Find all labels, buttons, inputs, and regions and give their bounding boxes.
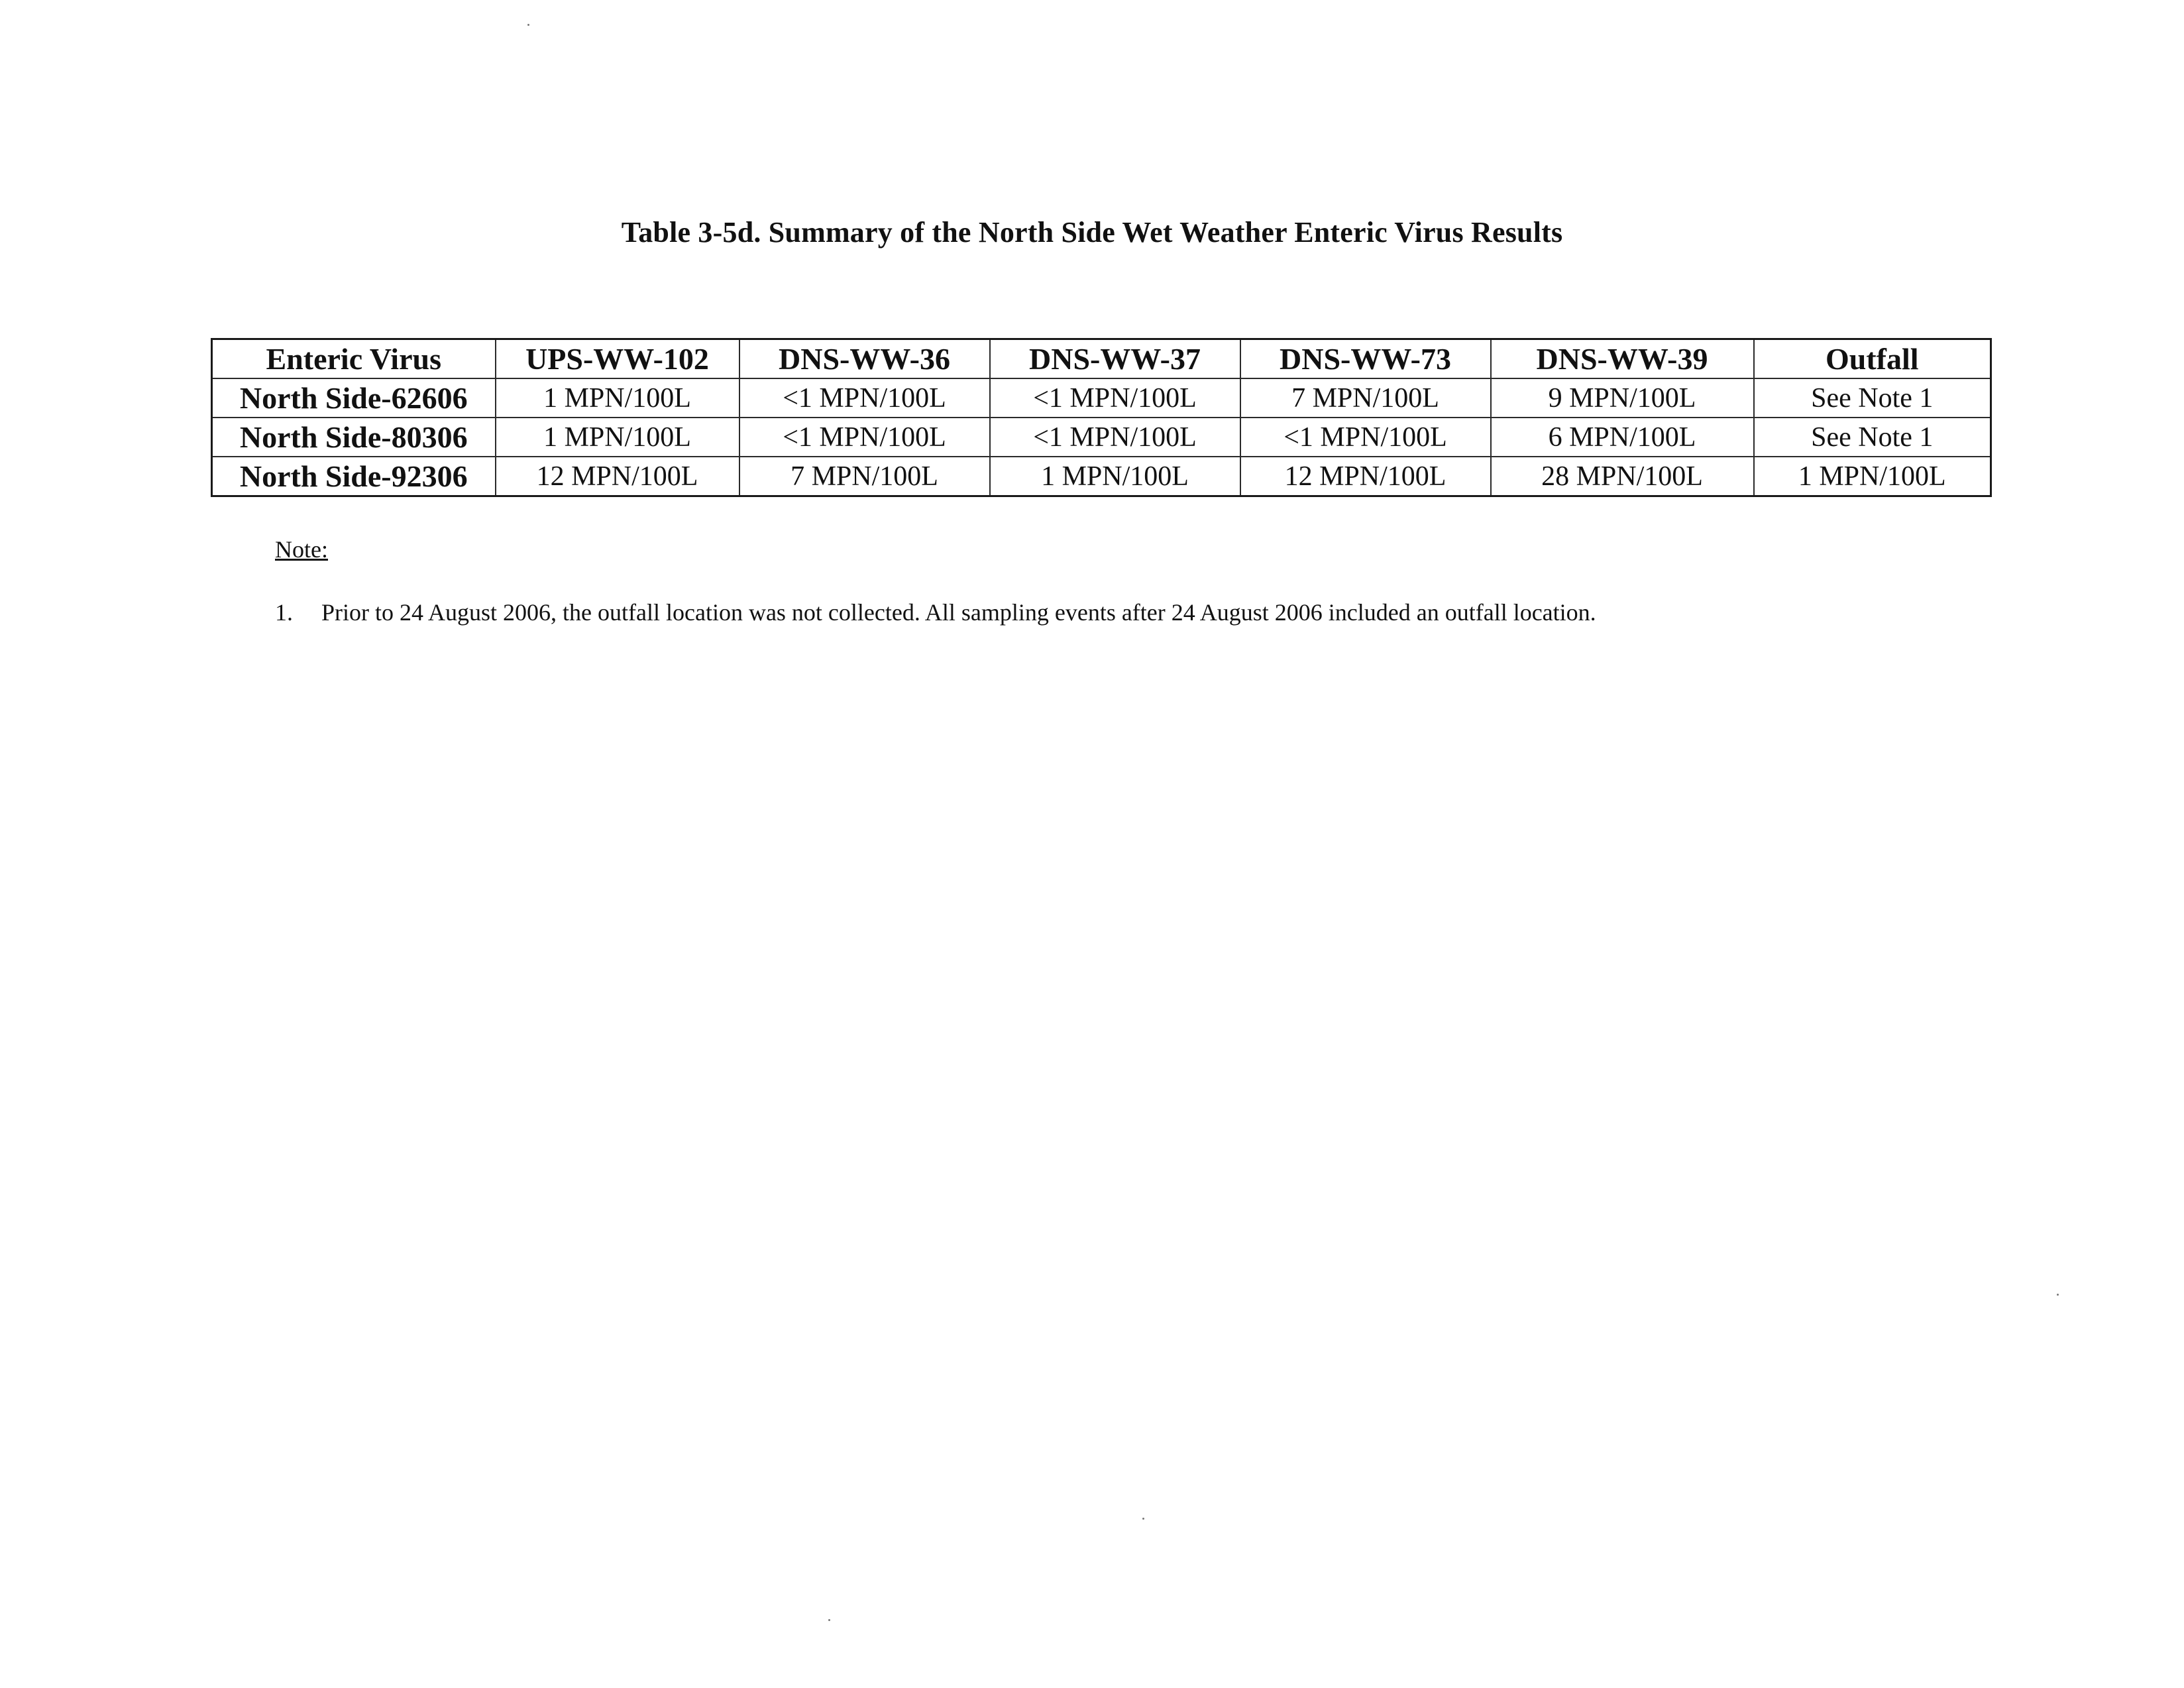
scan-speck bbox=[1142, 1518, 1144, 1520]
column-header: DNS-WW-37 bbox=[990, 339, 1240, 379]
table-cell: 7 MPN/100L bbox=[1240, 378, 1491, 418]
table-cell: 1 MPN/100L bbox=[1754, 457, 1991, 496]
table-cell: 1 MPN/100L bbox=[496, 418, 739, 457]
table-cell: 1 MPN/100L bbox=[496, 378, 739, 418]
table-cell: <1 MPN/100L bbox=[990, 418, 1240, 457]
column-header: Enteric Virus bbox=[212, 339, 496, 379]
table-cell: 1 MPN/100L bbox=[990, 457, 1240, 496]
scan-speck bbox=[2057, 1294, 2059, 1296]
column-header: DNS-WW-39 bbox=[1491, 339, 1754, 379]
table-cell: 12 MPN/100L bbox=[1240, 457, 1491, 496]
note-heading: Note: bbox=[275, 536, 328, 563]
row-header: North Side-92306 bbox=[212, 457, 496, 496]
table-cell: <1 MPN/100L bbox=[1240, 418, 1491, 457]
table-cell: <1 MPN/100L bbox=[739, 418, 990, 457]
table-header-row bbox=[212, 339, 1991, 379]
column-header: DNS-WW-36 bbox=[739, 339, 990, 379]
column-header: UPS-WW-102 bbox=[496, 339, 739, 379]
row-header: North Side-80306 bbox=[212, 418, 496, 457]
table-cell: 7 MPN/100L bbox=[739, 457, 990, 496]
column-header: DNS-WW-73 bbox=[1240, 339, 1491, 379]
table-cell: 28 MPN/100L bbox=[1491, 457, 1754, 496]
virus-results-table bbox=[211, 338, 1992, 497]
table-cell: <1 MPN/100L bbox=[990, 378, 1240, 418]
table-cell: <1 MPN/100L bbox=[739, 378, 990, 418]
table-row bbox=[212, 457, 1991, 496]
table-row bbox=[212, 378, 1991, 418]
column-header: Outfall bbox=[1754, 339, 1991, 379]
table-cell: 6 MPN/100L bbox=[1491, 418, 1754, 457]
scan-speck bbox=[527, 24, 529, 26]
table-title: Table 3-5d. Summary of the North Side Wet Weather Enteric Virus Results bbox=[621, 216, 1563, 249]
note-number: 1. bbox=[275, 599, 293, 626]
table-cell: See Note 1 bbox=[1754, 378, 1991, 418]
table-row bbox=[212, 418, 1991, 457]
note-text: Prior to 24 August 2006, the outfall location was not collected. All sampling events after 24 August 2006 included an outfall location. bbox=[321, 599, 1596, 626]
row-header: North Side-62606 bbox=[212, 378, 496, 418]
scan-speck bbox=[828, 1619, 830, 1621]
table-cell: 9 MPN/100L bbox=[1491, 378, 1754, 418]
note-item bbox=[275, 598, 1596, 626]
table-cell: 12 MPN/100L bbox=[496, 457, 739, 496]
table-cell: See Note 1 bbox=[1754, 418, 1991, 457]
